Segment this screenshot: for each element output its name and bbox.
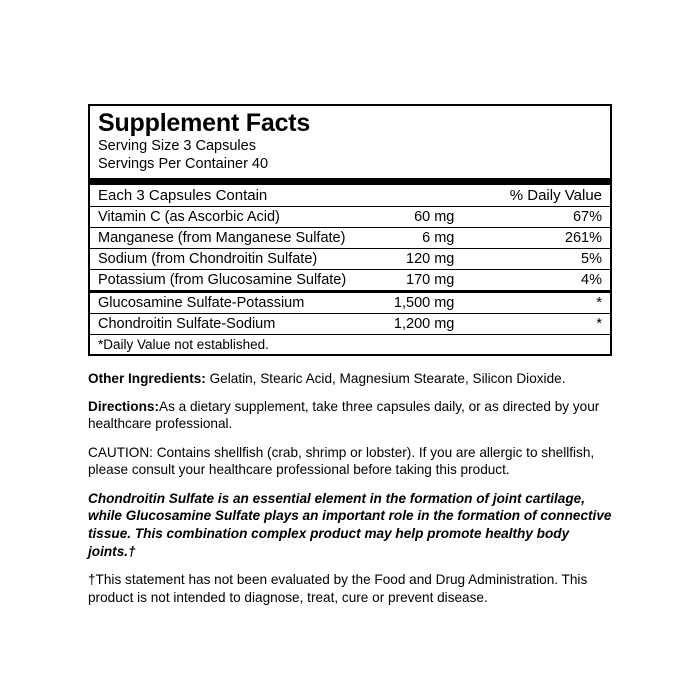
nutrition-table bbox=[90, 185, 610, 354]
nutrient-name: Glucosamine Sulfate-Potassium bbox=[90, 291, 380, 313]
other-ingredients-label: Other Ingredients: bbox=[88, 370, 206, 386]
supplement-facts-panel bbox=[88, 104, 612, 356]
table-row bbox=[90, 269, 610, 291]
nutrient-daily-value: 5% bbox=[496, 248, 610, 269]
nutrient-name: Chondroitin Sulfate-Sodium bbox=[90, 313, 380, 334]
nutrient-name: Vitamin C (as Ascorbic Acid) bbox=[90, 206, 380, 227]
servings-per-container: Servings Per Container 40 bbox=[98, 155, 269, 172]
product-claim-text: Chondroitin Sulfate is an essential element in the formation of joint cartilage, while Glucosamine Sulfate plays an important role in the formation of connective tissue. This combination complex product may help promote healthy body joints.† bbox=[88, 490, 612, 559]
nutrient-daily-value: 67% bbox=[496, 206, 610, 227]
daily-value-footnote: *Daily Value not established. bbox=[90, 334, 610, 354]
other-ingredients-text: Gelatin, Stearic Acid, Magnesium Stearate, Silicon Dioxide. bbox=[205, 370, 566, 386]
table-header-row bbox=[90, 185, 610, 207]
daily-value-footnote-row bbox=[90, 334, 610, 354]
nutrient-amount: 1,200 mg bbox=[380, 313, 496, 334]
column-header-amount bbox=[380, 185, 496, 207]
nutrient-amount: 1,500 mg bbox=[380, 291, 496, 313]
nutrient-name: Sodium (from Chondroitin Sulfate) bbox=[90, 248, 380, 269]
nutrient-name: Manganese (from Manganese Sulfate) bbox=[90, 227, 380, 248]
nutrient-daily-value: * bbox=[496, 313, 610, 334]
column-header-name: Each 3 Capsules Contain bbox=[98, 186, 268, 204]
nutrient-name: Potassium (from Glucosamine Sulfate) bbox=[90, 269, 380, 291]
panel-divider-heavy bbox=[90, 178, 610, 185]
supplement-label bbox=[88, 104, 612, 617]
nutrient-amount: 6 mg bbox=[380, 227, 496, 248]
serving-size: Serving Size 3 Capsules bbox=[98, 138, 256, 155]
table-row bbox=[90, 227, 610, 248]
table-row bbox=[90, 313, 610, 334]
page-title: Supplement Facts bbox=[98, 109, 311, 137]
panel-header bbox=[90, 106, 610, 178]
table-row bbox=[90, 206, 610, 227]
caution-text: CAUTION: Contains shellfish (crab, shrimp or lobster). If you are allergic to shellfish, please consult your healthcare professional before taking this product. bbox=[88, 444, 595, 478]
other-ingredients bbox=[88, 370, 612, 387]
nutrient-daily-value: 4% bbox=[496, 269, 610, 291]
nutrient-amount: 120 mg bbox=[380, 248, 496, 269]
label-body-text bbox=[88, 356, 612, 606]
fda-disclaimer: †This statement has not been evaluated by the Food and Drug Administration. This product is not intended to diagnose, treat, cure or prevent disease. bbox=[88, 572, 588, 605]
nutrient-daily-value: * bbox=[496, 291, 610, 313]
table-row bbox=[90, 291, 610, 313]
nutrient-daily-value: 261% bbox=[496, 227, 610, 248]
table-row bbox=[90, 248, 610, 269]
directions bbox=[88, 398, 612, 433]
directions-text: As a dietary supplement, take three capsules daily, or as directed by your healthcare professional. bbox=[88, 399, 600, 432]
column-header-daily-value: % Daily Value bbox=[509, 186, 602, 204]
directions-label: Directions: bbox=[88, 399, 160, 415]
nutrient-amount: 60 mg bbox=[380, 206, 496, 227]
nutrient-amount: 170 mg bbox=[380, 269, 496, 291]
